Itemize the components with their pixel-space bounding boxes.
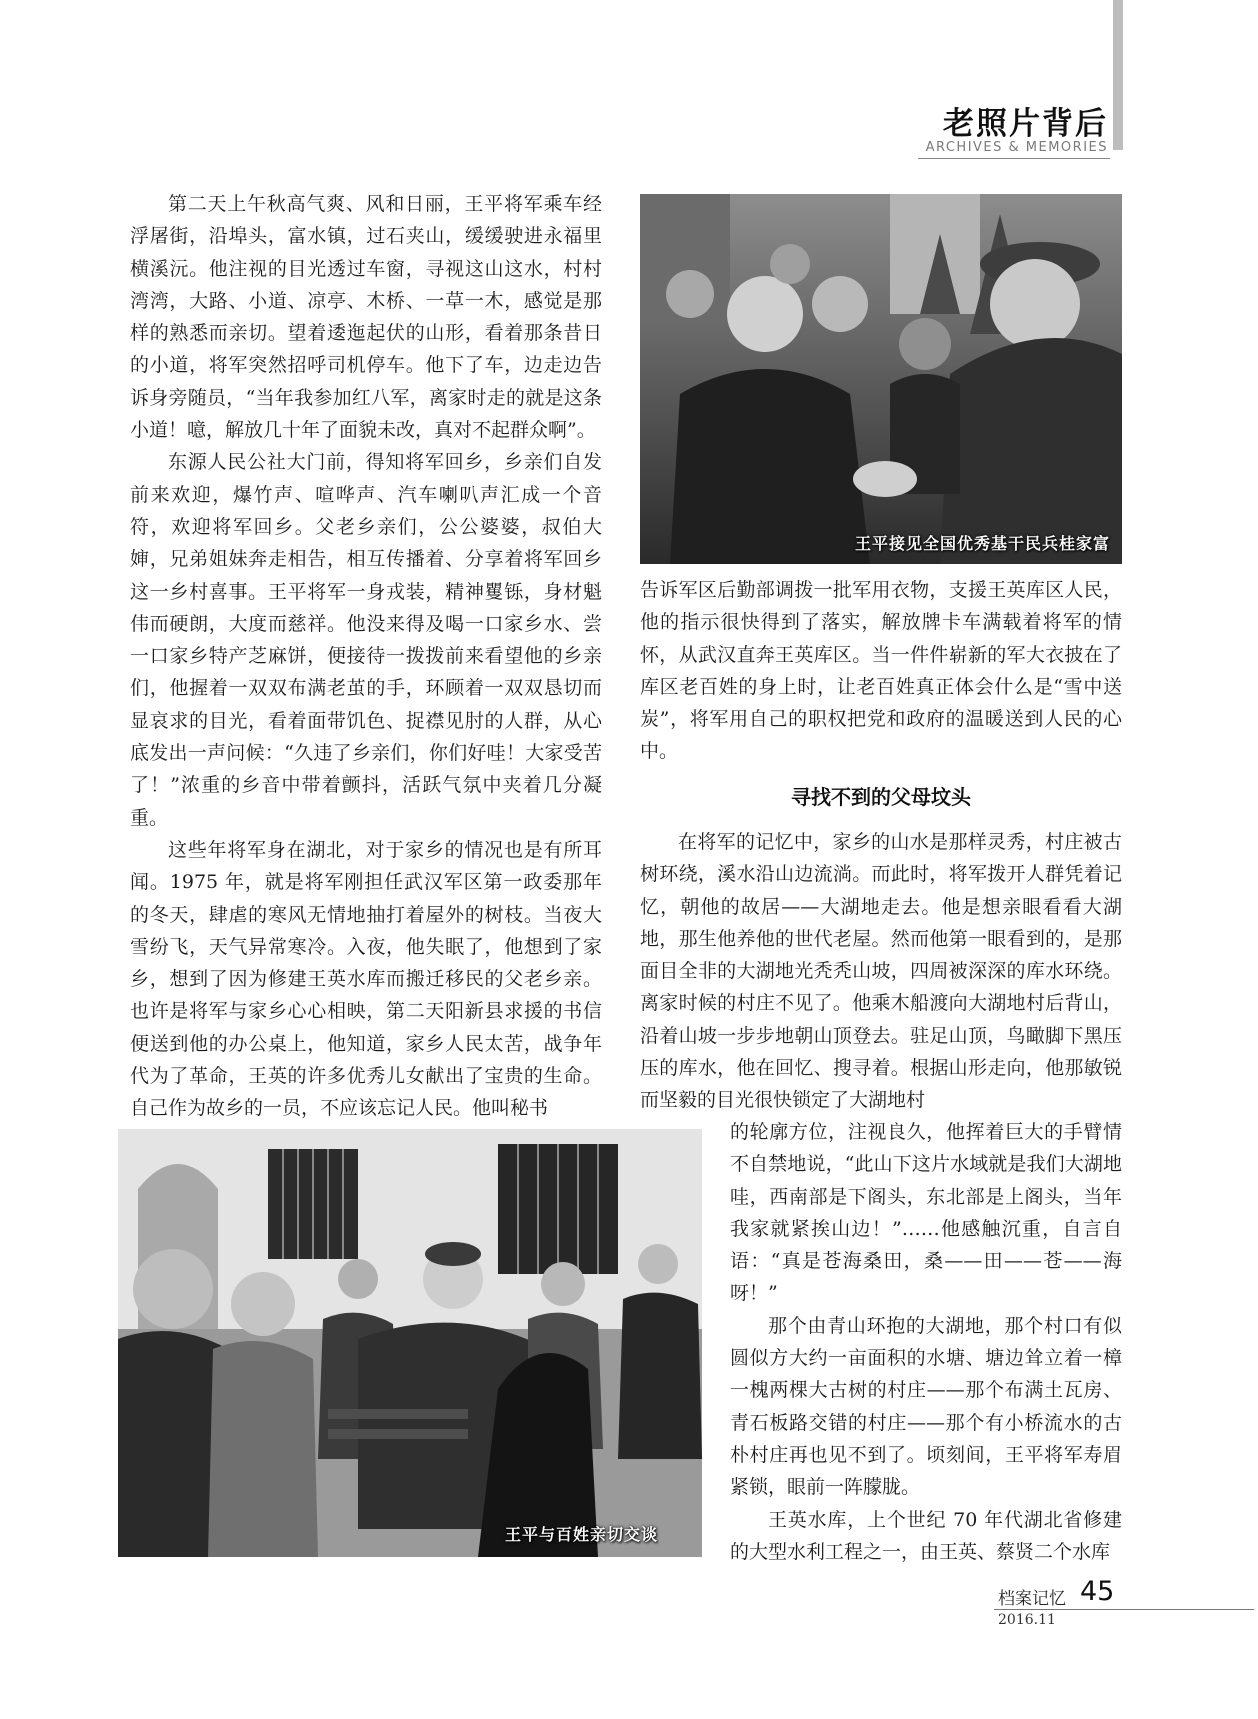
section-title: 老照片背后 xyxy=(943,106,1108,142)
paragraph: 第二天上午秋高气爽、风和日丽，王平将军乘车经浮屠街，沿埠头，富水镇，过石夹山，缓缓驶进永福里横溪沅。他注视的目光透过车窗，寻视这山这水，村村湾湾，大路、小道、凉亭、木桥、一草一木，感觉是那样的熟悉而亲切。望着逶迤起伏的山形，看着那条昔日的小道，将军突然招呼司机停车。他下了车，边走边告诉身旁随员，“当年我参加红八军，离家时走的就是这条小道！噫，解放几十年了面貌未改，真对不起群众啊”。 xyxy=(130,193,602,442)
photo-villagers xyxy=(118,1129,702,1557)
paragraph: 在将军的记忆中，家乡的山水是那样灵秀，村庄被古树环绕，溪水沿山边流淌。而此时，将军拨开人群凭着记忆，朝他的故居——大湖地走去。他是想亲眼看看大湖地，那生他养他的世代老屋。然而他第一眼看到的，是那面目全非的大湖地光秃秃山坡，四周被深深的库水环绕。离家时候的村庄不见了。他乘木船渡向大湖地村后背山，沿着山坡一步步地朝山顶登去。驻足山顶，鸟瞰脚下黑压压的库水，他在回忆、搜寻着。根据山形走向，他那敏锐而坚毅的目光很快锁定了大湖地村 xyxy=(640,831,1122,1112)
paragraph: 的轮廓方位，注视良久，他挥着巨大的手臂情不自禁地说，“此山下这片水域就是我们大湖地哇，西南部是下阁头，东北部是上阁头，当年我家就紧挨山边！”……他感触沉重，自言自语：“真是苍海桑田，桑——田——苍——海呀！” xyxy=(730,1121,1122,1305)
header-rule xyxy=(918,158,1110,159)
section-subtitle: ARCHIVES & MEMORIES xyxy=(925,140,1108,155)
article-column-right-top xyxy=(640,574,1122,768)
article-column-right-narrow xyxy=(730,1116,1122,1568)
paragraph: 王英水库，上个世纪 70 年代湖北省修建的大型水利工程之一，由王英、蔡贤二个水库 xyxy=(730,1508,1122,1563)
page-edge-bar xyxy=(1113,0,1123,150)
photo-handshake-image xyxy=(640,194,1122,564)
photo-caption: 王平与百姓亲切交谈 xyxy=(504,1525,658,1544)
photo-villagers-image xyxy=(118,1129,702,1557)
article-column-right-bottom xyxy=(640,826,1122,1117)
paragraph: 告诉军区后勤部调拨一批军用衣物，支援王英库区人民，他的指示很快得到了落实，解放牌卡车满载着将军的情怀，从武汉直奔王英库区。当一件件崭新的军大衣披在了库区老百姓的身上时，让老百姓真正体会什么是“雪中送炭”，将军用自己的职权把党和政府的温暖送到人民的心中。 xyxy=(640,579,1122,763)
paragraph: 那个由青山环抱的大湖地，那个村口有似圆似方大约一亩面积的水塘、塘边耸立着一樟一槐两棵大古树的村庄——那个布满土瓦房、青石板路交错的村庄——那个有小桥流水的古朴村庄再也见不到了。顷刻间，王平将军寿眉紧锁，眼前一阵朦胧。 xyxy=(730,1314,1122,1499)
photo-handshake xyxy=(640,194,1122,564)
paragraph: 这些年将军身在湖北，对于家乡的情况也是有所耳闻。1975 年，就是将军刚担任武汉军区第一政委那年的冬天，肆虐的寒风无情地抽打着屋外的树枝。当夜大雪纷飞，天气异常寒冷。入夜，他失眠了，他想到了家乡，想到了因为修建王英水库而搬迁移民的父老乡亲。也许是将军与家乡心心相映，第二天阳新县求援的书信便送到他的办公桌上，他知道，家乡人民太苦，战争年代为了革命，王英的许多优秀儿女献出了宝贵的生命。自己作为故乡的一员，不应该忘记人民。他叫秘书 xyxy=(130,838,602,1120)
paragraph: 东源人民公社大门前，得知将军回乡，乡亲们自发前来欢迎，爆竹声、喧哗声、汽车喇叭声汇成一个音符，欢迎将军回乡。父老乡亲们，公公婆婆，叔伯大婶，兄弟姐妹奔走相告，相互传播着、分享着将军回乡这一乡村喜事。王平将军一身戎装，精神矍铄，身材魁伟而硬朗，大度而慈祥。他没来得及喝一口家乡水、尝一口家乡特产芝麻饼，便接待一拨拨前来看望他的乡亲们，他握着一双双布满老茧的手，环顾着一双双恳切而显哀求的目光，看着面带饥色、捉襟见肘的人群，从心底发出一声问候：“久违了乡亲们，你们好哇！大家受苦了！”浓重的乡音中带着颤抖，活跃气氛中夹着几分凝重。 xyxy=(130,451,602,829)
journal-name: 档案记忆 xyxy=(998,1589,1066,1609)
section-heading: 寻找不到的父母坟头 xyxy=(791,785,971,809)
issue-date: 2016.11 xyxy=(998,1612,1056,1628)
photo-caption: 王平接见全国优秀基干民兵桂家富 xyxy=(854,534,1110,553)
footer-rule xyxy=(994,1609,1254,1610)
page-number: 45 xyxy=(1080,1576,1115,1607)
article-column-left xyxy=(130,188,602,1125)
